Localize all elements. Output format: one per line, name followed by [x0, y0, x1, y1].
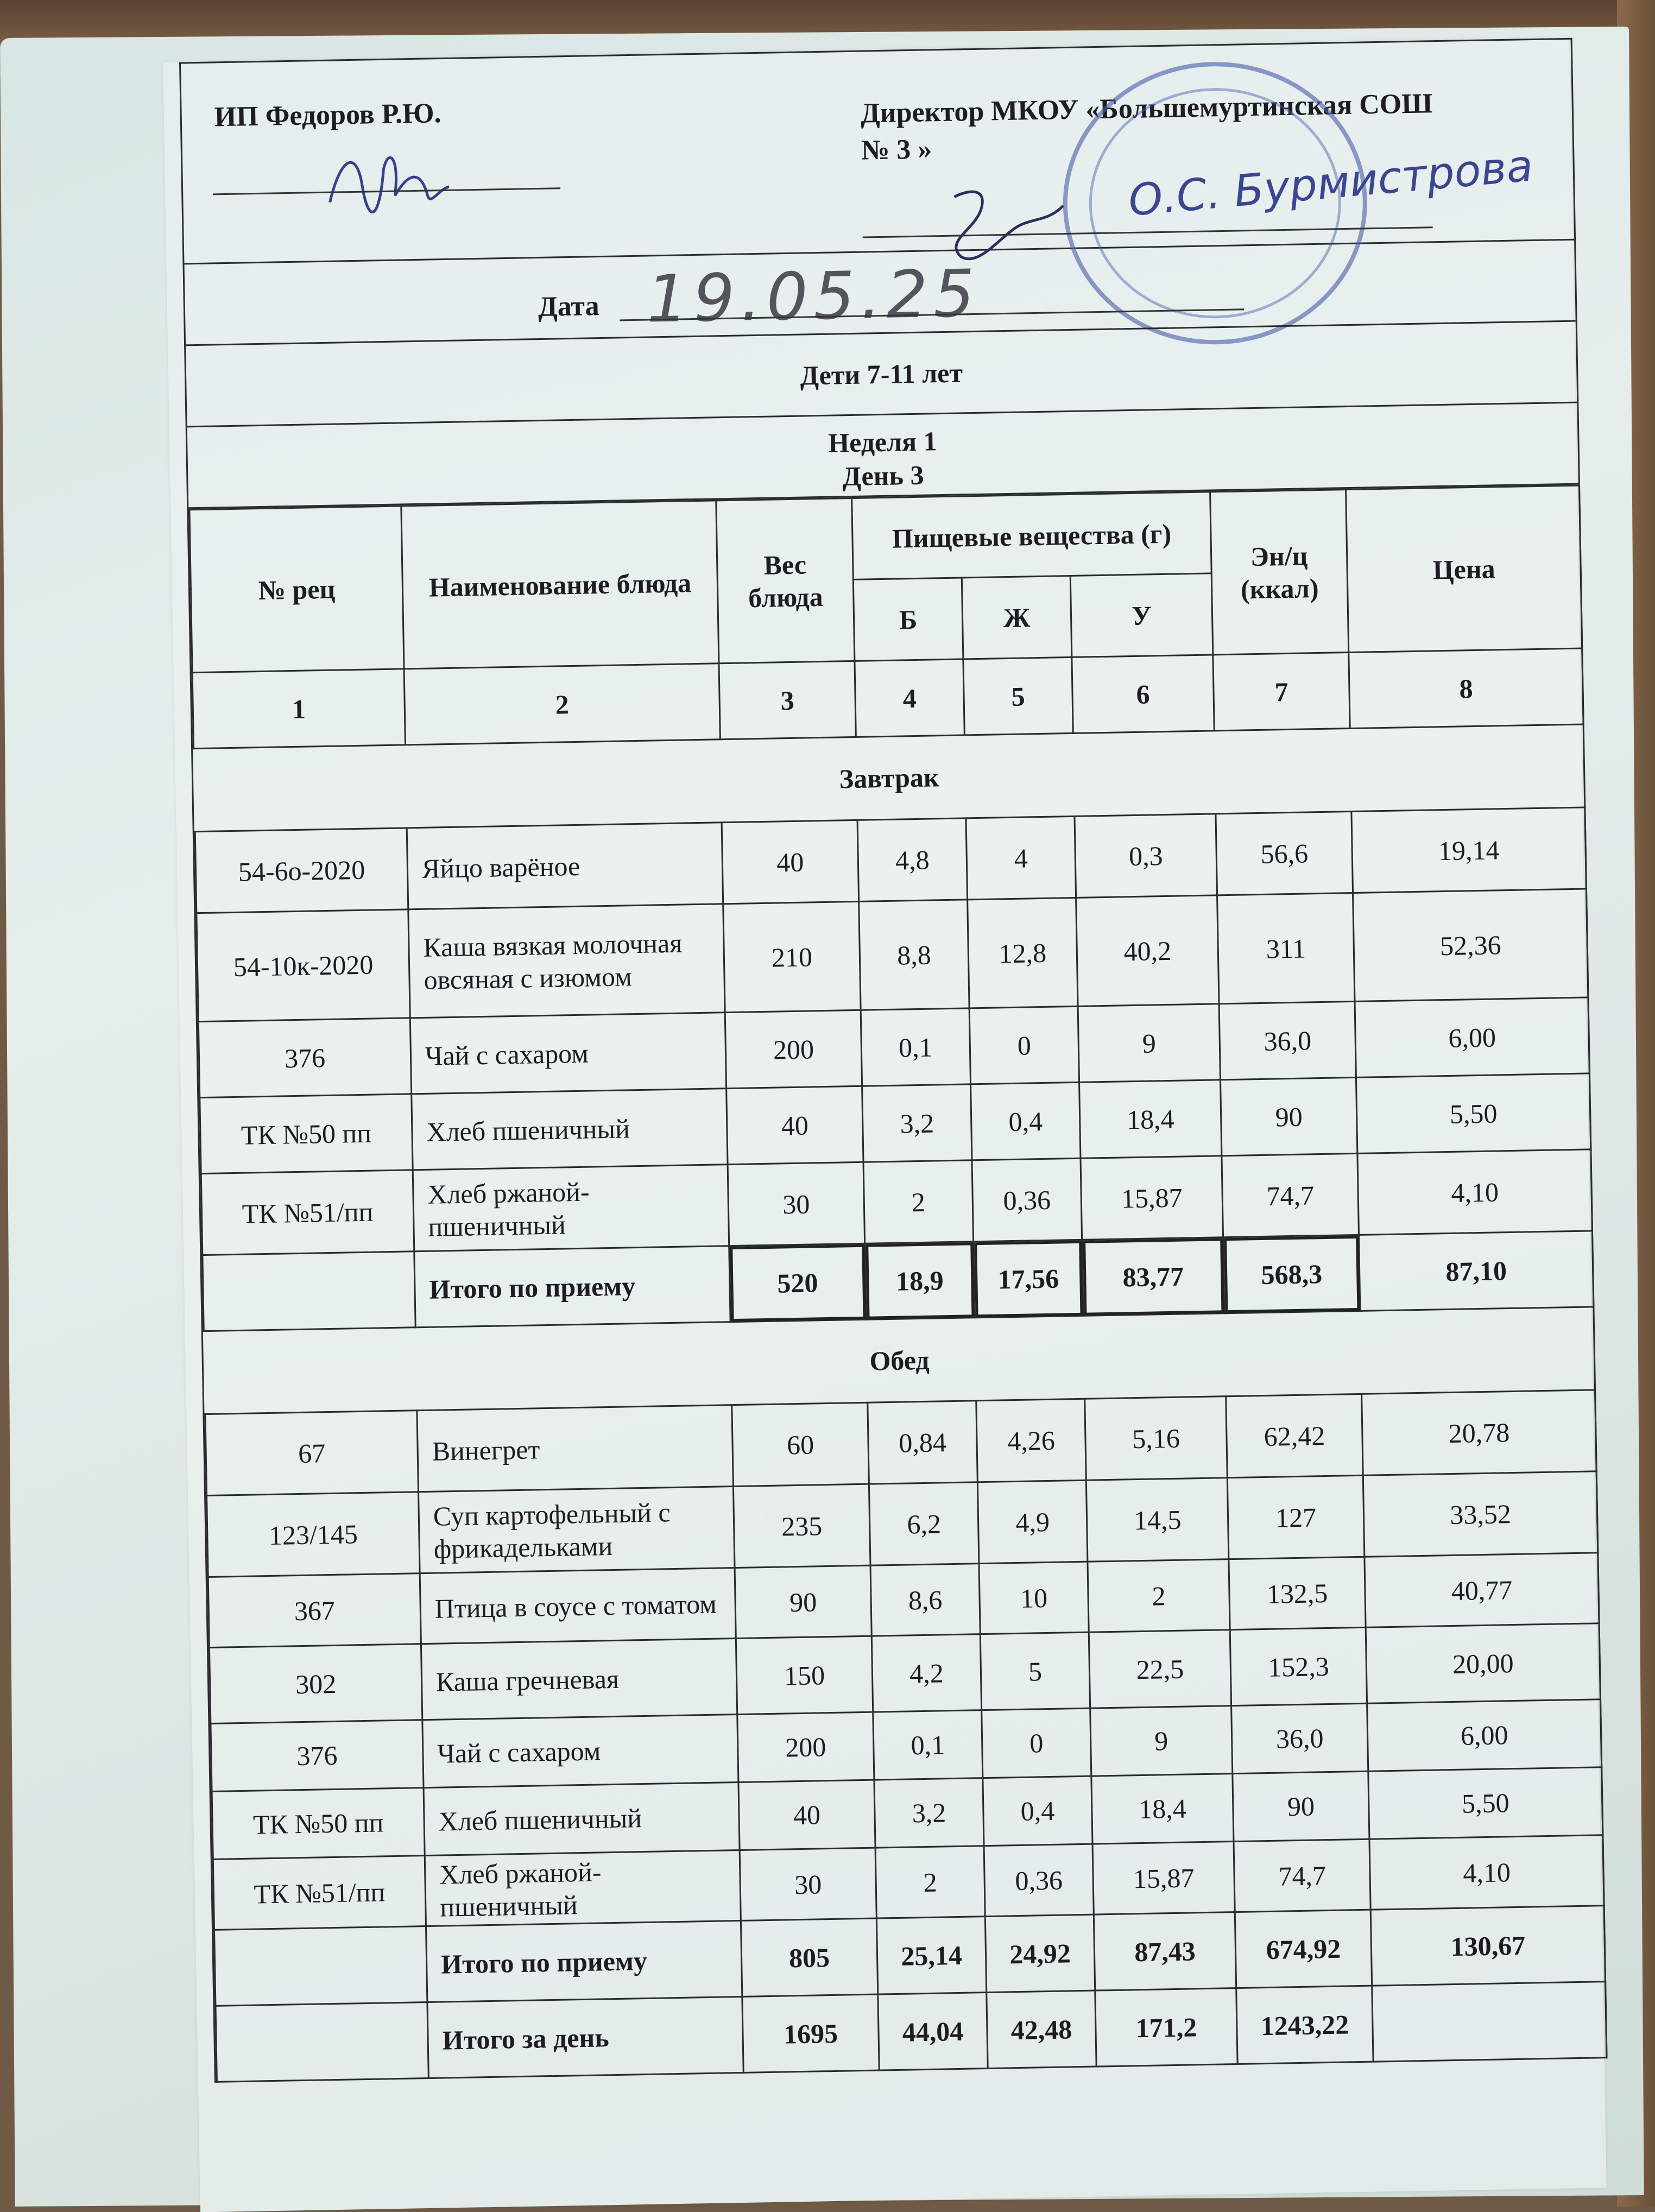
dish-name-cell: Хлеб ржаной-пшеничный [413, 1165, 729, 1252]
dish-name-cell: Чай с сахаром [410, 1013, 726, 1094]
protein-cell: 3,2 [862, 1084, 972, 1162]
fat-cell: 5 [980, 1632, 1090, 1710]
dish-name-cell: Хлеб пшеничный [412, 1089, 728, 1170]
carbs-cell: 5,16 [1085, 1396, 1228, 1481]
day-total-label: Итого за день [427, 1996, 743, 2078]
supplier-name: ИП Федоров Р.Ю. [214, 98, 441, 133]
price-cell: 5,50 [1368, 1767, 1603, 1839]
fat-cell: 0,36 [972, 1158, 1082, 1241]
col-protein-header: Б [853, 578, 963, 661]
col-name-header: Наименование блюда [401, 501, 719, 669]
recipe-cell: ТК №50 пп [200, 1094, 413, 1174]
fat-cell: 0,4 [983, 1776, 1092, 1846]
recipe-cell: 54-10к-2020 [197, 909, 410, 1022]
col-weight-header: Вес блюда [716, 498, 855, 663]
day-label: День 3 [842, 459, 924, 492]
total-price-cell: 130,67 [1370, 1906, 1605, 1986]
recipe-cell: ТК №50 пп [212, 1788, 425, 1860]
carbs-cell: 40,2 [1076, 895, 1219, 1007]
energy-cell: 152,3 [1230, 1627, 1367, 1705]
fat-cell: 0,4 [971, 1082, 1081, 1160]
approval-header [181, 40, 1574, 265]
fat-cell: 0 [982, 1708, 1091, 1778]
protein-cell: 2 [863, 1160, 974, 1243]
price-cell: 20,78 [1362, 1390, 1597, 1475]
dish-name-cell: Каша вязкая молочная овсяная с изюмом [408, 904, 725, 1018]
dish-name-cell: Птица в соусе с томатом [420, 1568, 736, 1644]
recipe-cell: ТК №51/пп [213, 1856, 426, 1930]
day-total-protein-cell: 44,04 [878, 1993, 988, 2070]
total-label: Итого по приему [414, 1246, 730, 1328]
dish-name-cell: Винегрет [417, 1405, 734, 1492]
total-weight-cell: 805 [741, 1918, 877, 1996]
director-title: Директор МКОУ «Большемуртинская СОШ № 3 » [860, 88, 1433, 166]
price-cell: 5,50 [1356, 1073, 1590, 1153]
carbs-cell: 9 [1078, 1004, 1220, 1083]
carbs-cell: 18,4 [1079, 1080, 1222, 1159]
total-protein-cell: 18,9 [865, 1242, 975, 1319]
day-total-price-cell [1372, 1982, 1607, 2062]
fat-cell: 0 [969, 1006, 1079, 1084]
carbs-cell: 0,3 [1075, 814, 1217, 898]
total-empty-cell [214, 1926, 427, 2006]
total-carbs-cell: 83,77 [1082, 1237, 1224, 1316]
col-fat-header: Ж [962, 576, 1072, 659]
fat-cell: 4,9 [977, 1480, 1088, 1563]
dish-name-cell: Яйцо варёное [407, 823, 723, 909]
price-cell: 6,00 [1367, 1699, 1602, 1771]
protein-cell: 0,84 [868, 1401, 978, 1484]
supplier-signature [318, 135, 460, 236]
price-cell: 52,36 [1353, 889, 1588, 1001]
fat-cell: 4 [966, 816, 1076, 899]
recipe-cell: 367 [208, 1573, 421, 1648]
document-frame [179, 38, 1608, 2083]
day-total-weight-cell: 1695 [742, 1994, 879, 2072]
column-number-row: 1 2 3 4 5 6 7 8 [192, 648, 1583, 749]
recipe-cell: 302 [209, 1644, 422, 1724]
carbs-cell: 18,4 [1091, 1774, 1234, 1844]
dish-name-cell: Хлеб пшеничный [424, 1782, 740, 1855]
protein-cell: 4,8 [857, 818, 968, 901]
weight-cell: 200 [737, 1712, 874, 1782]
day-total-fat-cell: 42,48 [987, 1990, 1096, 2068]
total-label: Итого по приему [426, 1920, 742, 2002]
total-price-cell: 87,10 [1359, 1231, 1594, 1311]
date-value: 19.05.25 [646, 256, 981, 338]
recipe-cell: 376 [198, 1018, 411, 1098]
weight-cell: 150 [736, 1636, 873, 1714]
price-cell: 4,10 [1357, 1149, 1593, 1235]
protein-cell: 8,6 [870, 1564, 980, 1636]
recipe-cell: 376 [211, 1720, 424, 1792]
price-cell: 20,00 [1366, 1623, 1600, 1703]
menu-table [188, 485, 1607, 2083]
energy-cell: 311 [1217, 893, 1355, 1003]
protein-cell: 2 [875, 1846, 985, 1918]
weight-cell: 40 [727, 1086, 863, 1164]
col-energy-header: Эн/ц (ккал) [1210, 490, 1349, 655]
recipe-cell: 123/145 [207, 1492, 420, 1577]
day-total-energy-cell: 1243,22 [1236, 1986, 1373, 2064]
energy-cell: 74,7 [1234, 1839, 1370, 1912]
week-label: Неделя 1 [828, 426, 938, 458]
section-title: Обед [204, 1307, 1595, 1414]
weight-cell: 210 [723, 901, 861, 1012]
section-title: Завтрак [194, 724, 1585, 832]
price-cell: 4,10 [1369, 1835, 1604, 1910]
total-energy-cell: 674,92 [1235, 1910, 1372, 1988]
energy-cell: 132,5 [1229, 1557, 1366, 1629]
dish-name-cell: Суп картофельный с фрикадельками [419, 1487, 735, 1573]
price-cell: 40,77 [1365, 1553, 1599, 1627]
fat-cell: 4,26 [976, 1399, 1087, 1482]
protein-cell: 3,2 [874, 1778, 984, 1848]
total-energy-cell: 568,3 [1223, 1235, 1360, 1313]
dish-name-cell: Хлеб ржаной-пшеничный [425, 1850, 741, 1926]
protein-cell: 4,2 [871, 1634, 981, 1712]
recipe-cell: ТК №51/пп [201, 1170, 414, 1255]
fat-cell: 10 [979, 1562, 1089, 1634]
total-fat-cell: 24,92 [985, 1914, 1095, 1992]
menu-sheet [163, 38, 1607, 2212]
energy-cell: 90 [1221, 1077, 1357, 1155]
energy-cell: 36,0 [1231, 1703, 1368, 1773]
carbs-cell: 22,5 [1089, 1630, 1231, 1709]
weight-cell: 200 [725, 1010, 862, 1088]
weight-cell: 40 [722, 820, 859, 903]
energy-cell: 127 [1227, 1475, 1365, 1559]
col-nutrients-header: Пищевые вещества (г) [852, 492, 1212, 579]
protein-cell: 8,8 [859, 900, 969, 1010]
total-carbs-cell: 87,43 [1094, 1912, 1236, 1991]
dish-name-cell: Чай с сахаром [422, 1715, 738, 1788]
carbs-cell: 14,5 [1086, 1478, 1229, 1562]
col-price-header: Цена [1346, 485, 1582, 652]
fat-cell: 12,8 [968, 898, 1078, 1008]
price-cell: 6,00 [1355, 997, 1589, 1077]
carbs-cell: 9 [1090, 1706, 1233, 1777]
col-carbs-header: У [1070, 573, 1213, 658]
weight-cell: 30 [740, 1848, 876, 1920]
col-recipe-header: № рец [189, 506, 404, 673]
weight-cell: 30 [728, 1162, 865, 1246]
age-group-title: Дети 7-11 лет [186, 322, 1577, 428]
weight-cell: 235 [733, 1484, 870, 1568]
fat-cell: 0,36 [984, 1844, 1094, 1916]
total-weight-cell: 520 [729, 1243, 866, 1322]
protein-cell: 0,1 [873, 1710, 983, 1780]
dish-name-cell: Каша гречневая [421, 1639, 737, 1720]
recipe-cell: 67 [205, 1411, 419, 1496]
total-empty-cell [203, 1252, 415, 1331]
day-total-empty-cell [216, 2002, 428, 2082]
price-cell: 33,52 [1363, 1471, 1598, 1557]
carbs-cell: 15,87 [1092, 1842, 1235, 1915]
day-total-carbs-cell: 171,2 [1095, 1988, 1237, 2067]
carbs-cell: 15,87 [1081, 1156, 1223, 1240]
recipe-cell: 54-6о-2020 [195, 828, 408, 913]
energy-cell: 56,6 [1216, 812, 1353, 895]
energy-cell: 62,42 [1226, 1394, 1363, 1477]
date-label: Дата [538, 290, 600, 323]
director-signature-text: О.С. Бурмистрова [1126, 140, 1535, 226]
energy-cell: 74,7 [1222, 1153, 1359, 1237]
weight-cell: 90 [735, 1565, 871, 1638]
total-protein-cell: 25,14 [876, 1917, 986, 1994]
total-fat-cell: 17,56 [974, 1240, 1083, 1317]
energy-cell: 90 [1233, 1771, 1369, 1841]
energy-cell: 36,0 [1219, 1001, 1356, 1079]
protein-cell: 6,2 [869, 1482, 979, 1565]
weight-cell: 40 [738, 1780, 875, 1850]
price-cell: 19,14 [1351, 807, 1587, 893]
carbs-cell: 2 [1088, 1559, 1230, 1633]
protein-cell: 0,1 [861, 1008, 970, 1086]
weight-cell: 60 [732, 1402, 869, 1486]
